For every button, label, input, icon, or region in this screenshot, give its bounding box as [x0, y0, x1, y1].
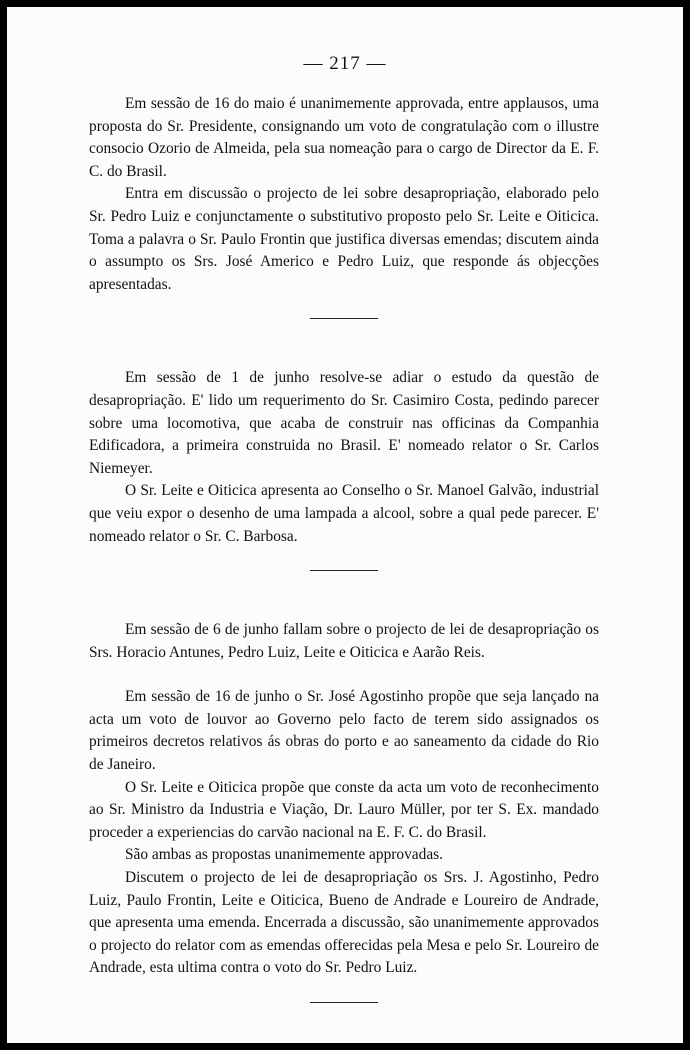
- paragraph: Em sessão de 6 de junho fallam sobre o projecto de lei de desapropriação os Srs. Horacio Antunes, Pedro Luiz, Leite e Oiticica e Aarão Reis.: [89, 621, 599, 661]
- document-page: [7, 7, 683, 1043]
- page-number: — 217 —: [303, 53, 387, 74]
- section-6-junho: [89, 619, 599, 664]
- section-divider: [310, 1002, 378, 1003]
- section-1-junho: [89, 367, 599, 548]
- page-body: [89, 93, 599, 1003]
- paragraph: Em sessão de 1 de junho resolve-se adiar o estudo da questão de desapropriação. E' lido um requerimento do Sr. Casimiro Costa, pedindo parecer sobre uma locomotiva, que acaba de construir nas officinas da Companhia Edificadora, a primeira construida no Brasil. E' nomeado relator o Sr. Carlos Niemeyer.: [89, 369, 599, 477]
- paragraph: O Sr. Leite e Oiticica propõe que conste da acta um voto de reconhecimento ao Sr. Ministro da Industria e Viação, Dr. Lauro Müller, por ter S. Ex. mandado proceder a experiencias do carvão nacional na E. F. C. do Brasil.: [89, 778, 599, 841]
- paragraph: Discutem o projecto de lei de desapropriação os Srs. J. Agostinho, Pedro Luiz, Paulo Frontin, Leite e Oiticica, Bueno de Andrade e Loureiro de Andrade, que apresenta uma emenda. Encerrada a discussão, são unanimemente approvados o projecto do relator com as emendas offerecidas pela Mesa e pelo Sr. Loureiro de Andrade, esta ultima contra o voto do Sr. Pedro Luiz.: [89, 869, 599, 977]
- section-16-junho: [89, 686, 599, 980]
- paragraph: O Sr. Leite e Oiticica apresenta ao Conselho o Sr. Manoel Galvão, industrial que veiu expor o desenho de uma lampada a alcool, sobre a qual pede parecer. E' nomeado relator o Sr. C. Barbosa.: [89, 482, 599, 545]
- paragraph: Em sessão de 16 do maio é unanimemente approvada, entre applausos, uma proposta do Sr. Presidente, consignando um voto de congratulação com o illustre consocio Ozorio de Almeida, pela sua nomeação para o cargo de Director da E. F. C. do Brasil.: [89, 95, 599, 180]
- paragraph: Entra em discussão o projecto de lei sobre desapropriação, elaborado pelo Sr. Pedro Luiz e conjunctamente o substitutivo proposto pelo Sr. Leite e Oiticica. Toma a palavra o Sr. Paulo Frontin que justifica diversas emendas; discutem ainda o assumpto os Srs. José Americo e Pedro Luiz, que responde ás objecções apresentadas.: [89, 185, 599, 293]
- paragraph: Em sessão de 16 de junho o Sr. José Agostinho propõe que seja lançado na acta um voto de louvor ao Governo pelo facto de terem sido assignados os primeiros decretos relativos ás obras do porto e ao saneamento da cidade do Rio de Janeiro.: [89, 688, 599, 774]
- paragraph: São ambas as propostas unanimemente approvadas.: [125, 846, 443, 864]
- section-16-maio: [89, 93, 599, 296]
